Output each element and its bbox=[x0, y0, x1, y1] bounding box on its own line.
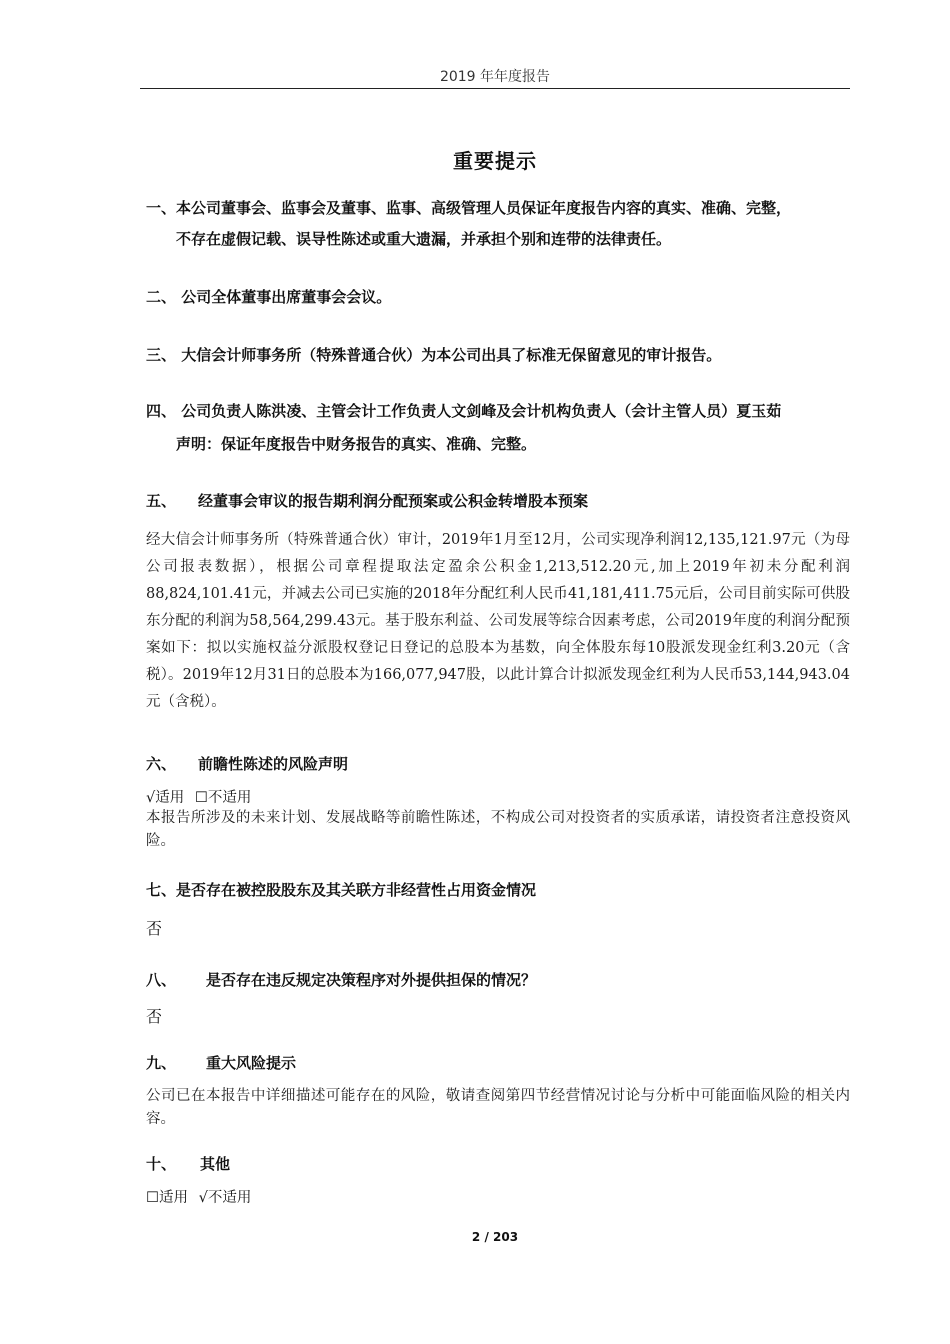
option-applicable-unchecked: ☐适用 bbox=[146, 1190, 188, 1206]
section-1-line-1: 一、本公司董事会、监事会及董事、监事、高级管理人员保证年度报告内容的真实、准确、完整， bbox=[146, 199, 792, 217]
section-9-heading bbox=[146, 1048, 850, 1078]
section-4-line-2: 声明：保证年度报告中财务报告的真实、准确、完整。 bbox=[176, 435, 537, 453]
section-6-heading bbox=[146, 749, 850, 779]
section-3: 三、 大信会计师事务所（特殊普通合伙）为本公司出具了标准无保留意见的审计报告。 bbox=[146, 346, 722, 364]
header-divider bbox=[140, 88, 850, 89]
section-7-answer: 否 bbox=[146, 919, 163, 938]
section-4 bbox=[146, 396, 850, 459]
section-2: 二、 公司全体董事出席董事会会议。 bbox=[146, 288, 392, 306]
section-5-heading bbox=[146, 486, 850, 516]
section-6-options bbox=[146, 786, 850, 807]
section-5-title: 经董事会审议的报告期利润分配预案或公积金转增股本预案 bbox=[198, 492, 589, 510]
section-6-number: 六、 bbox=[146, 755, 177, 773]
section-9-body: 公司已在本报告中详细描述可能存在的风险，敬请查阅第四节经营情况讨论与分析中可能面临风险的相关内容。 bbox=[146, 1088, 850, 1127]
section-8-title: 是否存在违反规定决策程序对外提供担保的情况？ bbox=[206, 971, 537, 989]
section-6-title: 前瞻性陈述的风险声明 bbox=[198, 755, 349, 773]
section-6-body: 本报告所涉及的未来计划、发展战略等前瞻性陈述，不构成公司对投资者的实质承诺，请投资者注意投资风险。 bbox=[146, 810, 850, 849]
page-header: 2019 年年度报告 bbox=[439, 69, 551, 85]
section-8-answer: 否 bbox=[146, 1007, 163, 1026]
option-applicable-checked: √适用 bbox=[146, 790, 185, 806]
section-7-heading: 七、是否存在被控股股东及其关联方非经营性占用资金情况 bbox=[146, 881, 537, 899]
section-10-title: 其他 bbox=[200, 1155, 231, 1173]
section-5-body: 经大信会计师事务所（特殊普通合伙）审计，2019年1月至12月，公司实现净利润12,135,121.97元（为母公司报表数据），根据公司章程提取法定盈余公积金1,213,512.20元,加上2019年初未分配利润88,824,101.41元，并减去公司已实施的2018年分配红利人民币41,181,411.75元后，公司目前实际可供股东分配的利润为58,564,299.43元。基于股东利益、公司发展等综合因素考虑，公司2019年度的利润分配预案如下：拟以实施权益分派股权登记日登记的总股本为基数，向全体股东每10股派发现金红利3.20元（含税）。2019年12月31日的总股本为166,077,947股，以此计算合计拟派发现金红利为人民币53,144,943.04元（含税）。 bbox=[146, 532, 850, 710]
section-8-number: 八、 bbox=[146, 971, 177, 989]
option-not-applicable-unchecked: ☐不适用 bbox=[194, 790, 252, 806]
option-not-applicable-checked: √不适用 bbox=[198, 1190, 252, 1206]
section-1-line-2: 不存在虚假记载、误导性陈述或重大遗漏，并承担个别和连带的法律责任。 bbox=[176, 230, 672, 248]
page-number: 2 / 203 bbox=[471, 1230, 519, 1244]
section-4-line-1: 四、 公司负责人陈洪凌、主管会计工作负责人文剑峰及会计机构负责人（会计主管人员）夏玉茹 bbox=[146, 402, 782, 420]
page-title: 重要提示 bbox=[453, 149, 537, 173]
section-9-title: 重大风险提示 bbox=[206, 1054, 297, 1072]
section-5-number: 五、 bbox=[146, 492, 177, 510]
section-10-heading bbox=[146, 1149, 850, 1179]
section-9-number: 九、 bbox=[146, 1054, 177, 1072]
section-8-heading bbox=[146, 965, 850, 995]
section-1 bbox=[146, 193, 850, 254]
section-10-options bbox=[146, 1186, 850, 1207]
section-10-number: 十、 bbox=[146, 1155, 177, 1173]
